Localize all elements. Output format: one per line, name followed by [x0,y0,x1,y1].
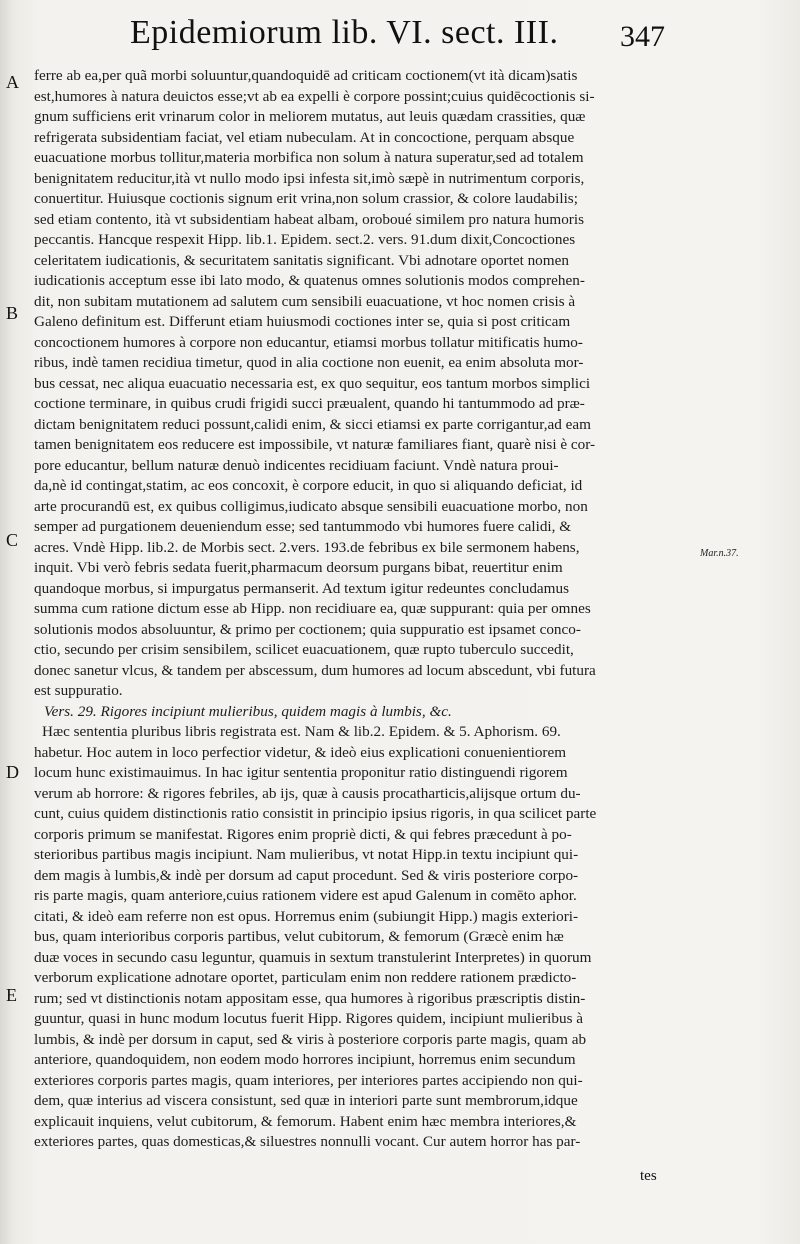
text-line: da,nè id contingat,statim, ac eos concoxit, è corpore educit, in quo si aliquando deficiat, id [34,477,583,494]
text-line: ribus, indè tamen recidiua timetur, quod in alia coctione non euenit, ea enim absoluta mor- [34,354,584,371]
running-title: Epidemiorum lib. VI. sect. III. [130,14,559,51]
text-line: concoctionem humores à corpore non educantur, etiamsi morbus tollatur mitificatis humo- [34,333,583,351]
text-line: sed etiam contento, ità vt subsidentiam habeat albam, oroboué similem pro natura humoris [34,210,584,228]
text-line: ferre ab ea,per quã morbi soluuntur,quandoquidē ad criticam coctionem(vt ità dicam)satis [34,67,578,84]
margin-marker-d: D [6,762,19,782]
page-header [130,14,690,64]
text-line: pore educantur, bellum naturæ denuò indicentes recidiuam faciunt. Vndè natura proui- [34,456,559,474]
text-line: verum ab horrore: & rigores febriles, ab ijs, quæ à causis procatharticis,alijsque ortum du- [34,784,581,802]
text-line: peccantis. Hancque respexit Hipp. lib.1. Epidem. sect.2. vers. 91.dum dixit,Concoctiones [34,231,576,248]
text-line: ris parte magis, quam anteriore,cuius rationem videre est apud Galenum in comēto aphor. [34,887,577,904]
text-line: euacuatione morbus tollitur,materia morbifica non solum à natura superatur,sed ad totalem [34,149,584,166]
text-line: coctione terminare, in quibus crudi frigidi succi præualent, quando hi tantummodo ad præ- [34,395,585,412]
text-line: est,humores à natura deuictos esse;vt ab ea expelli è corpore possint;cuius quidēcoctionis si- [34,87,595,105]
text-line: donec sanetur vlcus, & tandem per abscessum, dum humores ad locum abscedunt, vbi futura [34,661,596,679]
text-line: dictam benignitatem reduci possunt,calidi enim, & sicci etiamsi ex parte corrigantur,ad eam [34,415,591,433]
text-line: solutionis modos absoluuntur, & primo per coctionem; quia suppuratio est ipsamet conco- [34,620,581,638]
catchword: tes [640,1168,657,1184]
body-text [34,66,686,1153]
text-line: lumbis, & indè per dorsum in caput, sed & viris à posteriore corporis parte magis, quam ab [34,1030,587,1048]
text-line: bus, quam interioribus corporis partibus, velut cubitorum, & femorum (Græcè enim hæ [34,928,564,945]
text-line: dem magis à lumbis,& indè per dorsum ad caput procedunt. Sed & viris posteriore corpo- [34,866,579,884]
text-line: explicauit inquiens, velut cubitorum, & femorum. Habent enim hæc membra interiores,& [34,1112,577,1130]
text-line: anteriore, quandoquidem, non eodem modo horrores incipiunt, horremus enim secundum [34,1051,576,1068]
text-line: refrigerata subsidentiam faciat, vel etiam nubeculam. At in concoctione, perquam absque [34,128,575,146]
text-line: locum hunc existimauimus. In hac igitur sententia proponitur ratio distinguendi rigorem [34,764,568,781]
margin-marker-c: C [6,530,19,550]
text-line: bus cessat, nec aliqua euacuatio necessaria est, ex quo sequitur, eos tantum morbos simplici [34,374,591,392]
text-line: gnum sufficiens erit vrinarum color in meliorem mutatus, aut leuis quædam crassities, quæ [34,108,586,125]
text-line: dem, quæ interius ad viscera consistunt, sed quæ in interiori parte sunt membrorum,idque [34,1092,578,1109]
text-line: corporis primum se manifestat. Rigores enim propriè dicti, & qui febres præcedunt à po- [34,825,572,843]
text-line: est suppuratio. [34,682,123,699]
margin-marker-e: E [6,985,17,1005]
text-line: acres. Vndè Hipp. lib.2. de Morbis sect. 2.vers. 193.de febribus ex bile sermonem habens, [34,538,580,556]
text-line: sterioribus partibus magis incipiunt. Nam mulieribus, vt notat Hipp.in textu incipiunt qui- [34,846,579,863]
text-line: Hæc sententia pluribus libris registrata est. Nam & lib.2. Epidem. & 5. Aphorism. 69. [42,723,561,740]
text-line: ctio, secundo per crisim sensibilem, scilicet euacuationem, quæ rupto tuberculo succedit, [34,641,574,658]
text-line: arte procurandū est, ex quibus colligimus,iudicato absque sensibili euacuatione morbo, non [34,497,588,515]
text-line: citati, & ideò eam referre non est opus. Horremus enim (subiungit Hipp.) magis exteriori- [34,907,579,925]
text-line: cunt, cuius quidem distinctionis ratio consistit in principio ipsius rigoris, in qua scilicet parte [34,805,597,822]
text-line: quandoque morbus, si impurgatus permanserit. Ad textum igitur redeuntes concludamus [34,579,569,597]
text-line: guuntur, quasi in hunc modum locutus fuerit Hipp. Rigores quidem, incipiunt mulieribus à [34,1010,584,1027]
text-line: inquit. Vbi verò febris sedata fuerit,pharmacum deorsum purgans bibat, reuertitur enim [34,559,563,576]
text-line: habetur. Hoc autem in loco perfectior videtur, & ideò eius explicationi conuenientiorem [34,743,567,761]
text-line: benignitatem reducitur,ità vt nullo modo ipsi infesta sit,imò sæpè in nutrimentum corporis, [34,169,585,187]
text-line: iudicationis acceptum esse ibi lato modo, & quatenus omnes solutionis modos comprehen- [34,272,585,289]
text-line: tamen benignitatem eos reducere est impossibile, vt naturæ familiares fiant, quarè nisi è cor- [34,436,596,453]
text-line: exteriores corporis partes magis, quam interiores, per interiores partes accipiendo non qui- [34,1071,583,1089]
text-line: Galeno definitum est. Differunt etiam huiusmodi coctiones inter se, quia si post criticam [34,313,571,330]
margin-marker-b: B [6,303,19,323]
text-line: celeritatem iudicationis, & securitatem sanitatis significant. Vbi adnotare oportet nomen [34,251,569,269]
text-line: semper ad purgationem deueniendum esse; sed tantummodo vbi humores fuere calidi, & [34,518,572,535]
side-note: Mar.n.37. [700,548,739,559]
text-line: summa cum ratione dictum esse ab Hipp. non recidiuare ea, quæ suppurant: quia per omnes [34,600,591,617]
margin-marker-a: A [6,72,19,92]
text-line: conuertitur. Huiusque coctionis signum erit vrina,non solum crassior, & colore laudabilis; [34,190,578,207]
text-line: exteriores partes, quas domesticas,& siluestres nonnulli vocant. Cur autem horror has par- [34,1133,581,1150]
text-line: dit, non subitam mutationem ad salutem cum sensibili euacuatione, vt hoc nomen crisis à [34,292,576,310]
text-line: duæ voces in secundo casu leguntur, quamuis in sextum transtulerint Interpretes) in quorum [34,948,592,966]
page-number: 347 [620,20,665,53]
text-line: verborum explicatione adnotare oportet, particulam enim non reddere rationem prædicto- [34,969,577,986]
text-line: rum; sed vt distinctionis notam appositam esse, qua humores à rigoribus præscriptis distin- [34,989,586,1007]
text-line: Vers. 29. Rigores incipiunt mulieribus, quidem magis à lumbis, &c. [44,702,452,720]
